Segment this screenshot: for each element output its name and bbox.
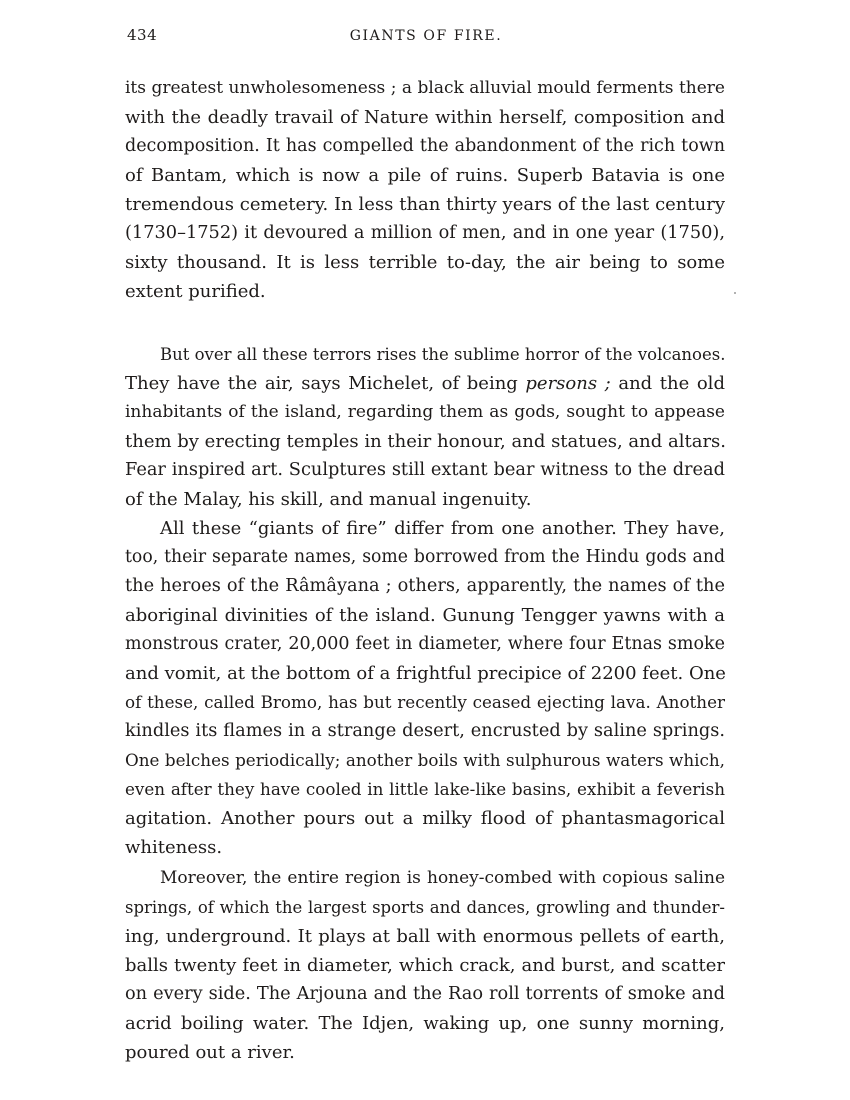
text-line: poured out a river. bbox=[125, 1042, 295, 1063]
text-line: even after they have cooled in little lake-like basins, exhibit a feverish bbox=[125, 779, 725, 799]
text-line: decomposition. It has compelled the abandonment of the rich town bbox=[125, 136, 725, 156]
text-line: whiteness. bbox=[125, 837, 223, 858]
text-line: Fear inspired art. Sculptures still extant bear witness to the dread bbox=[125, 460, 725, 480]
text-line: and vomit, at the bottom of a frightful precipice of 2200 feet. One bbox=[125, 663, 726, 684]
text-line: them by erecting temples in their honour, and statues, and altars. bbox=[125, 431, 727, 452]
scan-speck bbox=[734, 292, 736, 294]
text-line: But over all these terrors rises the sublime horror of the volcanoes. bbox=[160, 345, 726, 364]
text-line: Moreover, the entire region is honey-combed with copious saline bbox=[160, 868, 725, 888]
text-line: balls twenty feet in diameter, which crack, and burst, and scatter bbox=[125, 955, 725, 976]
text-line: aboriginal divinities of the island. Gunung Tengger yawns with a bbox=[125, 605, 725, 626]
text-line: kindles its flames in a strange desert, encrusted by saline springs. bbox=[125, 721, 725, 741]
page-header bbox=[127, 26, 725, 48]
text-line: agitation. Another pours out a milky flood of phantasmagorical bbox=[125, 808, 725, 829]
text-line: springs, of which the largest sports and dances, growling and thunder- bbox=[125, 898, 725, 917]
text-line: All these “giants of fire” differ from one another. They have, bbox=[160, 518, 725, 539]
text-line: too, their separate names, some borrowed from the Hindu gods and bbox=[125, 547, 725, 567]
text-line: (1730–1752) it devoured a million of men, and in one year (1750), bbox=[125, 223, 725, 243]
text-line: monstrous crater, 20,000 feet in diameter, where four Etnas smoke bbox=[125, 634, 725, 654]
text-fragment: and the old bbox=[618, 373, 725, 394]
italic-persons: persons ; bbox=[525, 373, 611, 394]
text-line: its greatest unwholesomeness ; a black alluvial mould ferments there bbox=[125, 78, 725, 98]
text-line: sixty thousand. It is less terrible to-day, the air being to some bbox=[125, 252, 725, 273]
text-line: One belches periodically; another boils with sulphurous waters which, bbox=[125, 750, 725, 770]
running-title: GIANTS OF FIRE. bbox=[349, 28, 503, 44]
text-line: of Bantam, which is now a pile of ruins. Superb Batavia is one bbox=[125, 165, 725, 186]
text-line: the heroes of the Râmâyana ; others, apparently, the names of the bbox=[125, 576, 725, 596]
text-line: tremendous cemetery. In less than thirty years of the last century bbox=[125, 194, 725, 215]
page-number: 434 bbox=[127, 26, 158, 44]
text-line: of the Malay, his skill, and manual ingenuity. bbox=[125, 489, 532, 510]
text-line: with the deadly travail of Nature within herself, composition and bbox=[125, 107, 725, 128]
text-line: on every side. The Arjouna and the Rao roll torrents of smoke and bbox=[125, 984, 725, 1004]
text-line: acrid boiling water. The Idjen, waking up, one sunny morning, bbox=[125, 1013, 725, 1034]
text-fragment: They have the air, says Michelet, of being bbox=[125, 373, 518, 394]
text-line: of these, called Bromo, has but recently ceased ejecting lava. Another bbox=[125, 692, 725, 712]
text-line: extent purified. bbox=[125, 281, 266, 302]
text-line-with-italic bbox=[125, 369, 725, 398]
text-line: ing, underground. It plays at ball with enormous pellets of earth, bbox=[125, 926, 725, 947]
text-line: inhabitants of the island, regarding them as gods, sought to appease bbox=[125, 402, 725, 422]
